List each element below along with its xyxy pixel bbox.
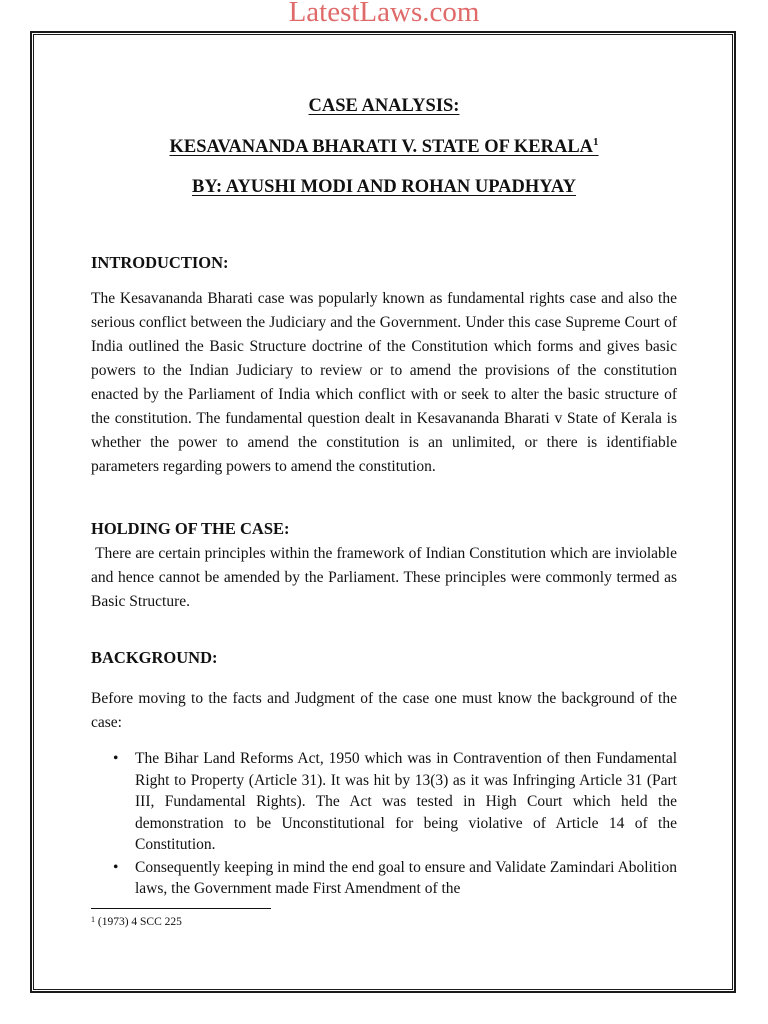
list-item <box>91 857 677 900</box>
title-case-name <box>0 135 768 159</box>
bullet-icon: • <box>113 750 119 767</box>
title-case-name-label: KESAVANANDA BHARATI V. STATE OF KERALA <box>169 137 594 157</box>
title-case-analysis-text: CASE ANALYSIS: <box>308 96 460 116</box>
holding-heading: HOLDING OF THE CASE: <box>91 519 290 538</box>
title-authors-text: BY: AYUSHI MODI AND ROHAN UPADHYAY <box>192 177 576 197</box>
list-item <box>91 748 677 856</box>
footnote-text: (1973) 4 SCC 225 <box>95 916 182 928</box>
bullet-text: Consequently keeping in mind the end goal to ensure and Validate Zamindari Abolition laws, the Government made First Amendment of the <box>135 858 677 897</box>
footnote-number: 1 <box>91 915 95 924</box>
watermark: LatestLaws.com <box>288 0 480 28</box>
background-bullet-list <box>91 748 677 901</box>
background-intro: Before moving to the facts and Judgment of the case one must know the background of the case: <box>91 690 677 731</box>
footnote-separator <box>91 908 271 909</box>
footnote <box>91 914 182 930</box>
bullet-text: The Bihar Land Reforms Act, 1950 which was in Contravention of then Fundamental Right to Property (Article 31). It was hit by 13(3) as it was Infringing Article 31 (Part III, Fundamental Rights). The Act was tested in High Court which held the demonstration to be Unconstitutional for being violative of Article 14 of the Constitution. <box>135 750 677 853</box>
title-case-name-text <box>169 137 598 157</box>
bullet-icon: • <box>113 858 119 876</box>
holding-body: There are certain principles within the framework of Indian Constitution which are inviolable and hence cannot be amended by the Parliament. These principles were commonly termed as Basic Structure. <box>91 545 681 610</box>
background-heading: BACKGROUND: <box>91 648 218 667</box>
introduction-body: The Kesavananda Bharati case was popularly known as fundamental rights case and also the serious conflict between the Judiciary and the Government. Under this case Supreme Court of India outlined the Basic Structure doctrine of the Constitution which forms and gives basic powers to the Indian Judiciary to review or to amend the provisions of the constitution enacted by the Parliament of India which conflict with or seek to alter the basic structure of the constitution. The fundamental question dealt in Kesavananda Bharati v State of Kerala is whether the power to amend the constitution is an unlimited, or there is identifiable parameters regarding powers to amend the constitution. <box>91 290 677 475</box>
introduction-heading: INTRODUCTION: <box>91 253 229 272</box>
title-case-analysis <box>0 94 768 118</box>
title-authors <box>0 175 768 199</box>
footnote-ref[interactable]: 1 <box>593 136 599 148</box>
